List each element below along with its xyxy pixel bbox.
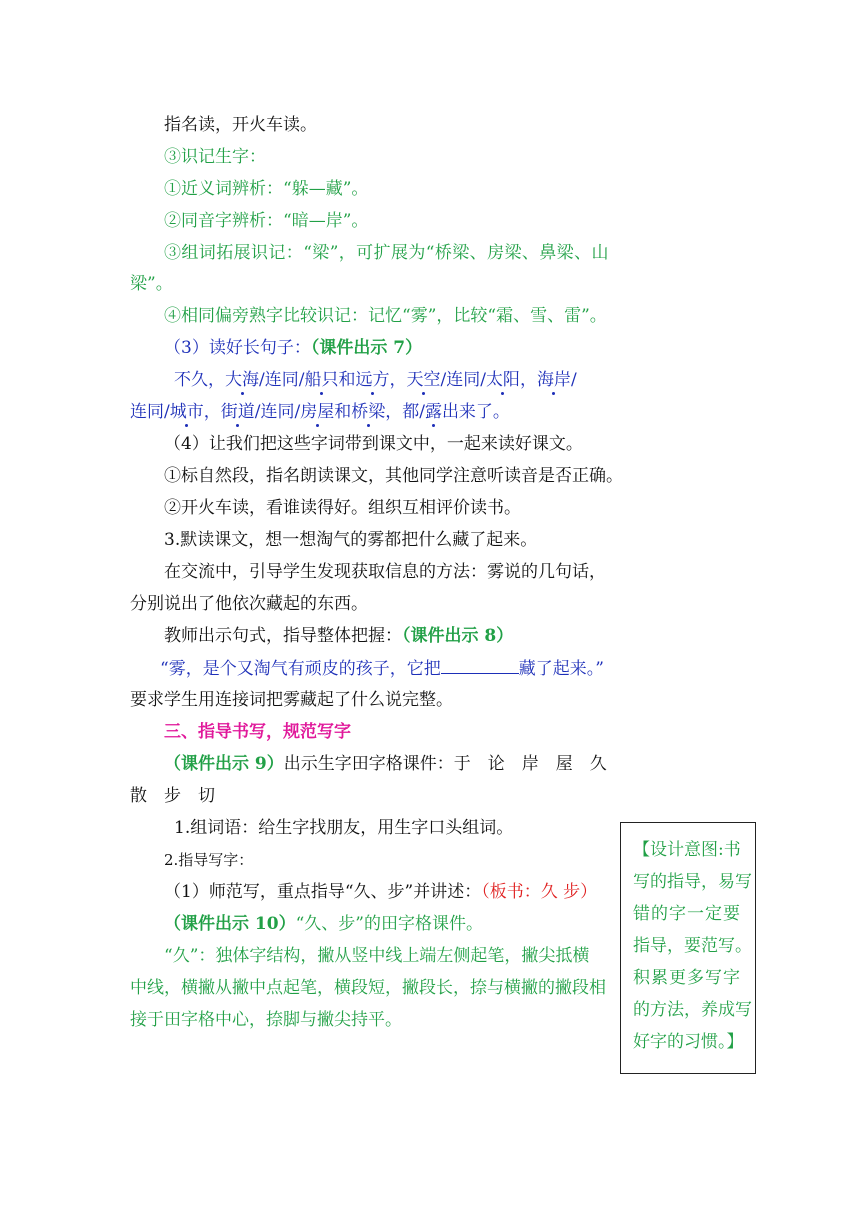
text-line: 教师出示句式，指导整体把握：（课件出示 8） xyxy=(164,626,514,646)
text-line: ②同音字辨析：“暗—岸”。 xyxy=(164,211,369,231)
text-line: ①标自然段，指名朗读课文，其他同学注意听读音是否正确。 xyxy=(164,466,623,486)
phrasing-line-2: 连同/城市，街道/连同/房屋和桥梁，都/露出来了。 xyxy=(130,402,510,422)
text-line: 要求学生用连接词把雾藏起了什么说完整。 xyxy=(130,690,453,710)
text-line: 1.组词语：给生字找朋友，用生字口头组词。 xyxy=(174,818,514,838)
phrasing-line-1: 不久，大海/连同/船只和远方，天空/连同/太阳，海岸/ xyxy=(174,370,577,390)
design-intent-line: 错的字一定要 xyxy=(633,904,741,924)
fill-blank-sentence: “雾，是个又淘气有顽皮的孩子，它把 藏了起来。” xyxy=(160,659,604,679)
text-line: 在交流中，引导学生发现获取信息的方法：雾说的几句话， xyxy=(164,562,606,582)
design-intent-line: 【设计意图:书 xyxy=(633,840,741,860)
heading-long-sentence: （3）读好长句子：（课件出示 7） xyxy=(164,338,423,358)
text-line: “久”：独体字结构，撇从竖中线上端左侧起笔，撇尖抵横 xyxy=(164,946,590,966)
text-line: 分别说出了他依次藏起的东西。 xyxy=(130,594,368,614)
design-intent-line: 积累更多写字 xyxy=(633,968,741,988)
section-heading: 三、指导书写，规范写字 xyxy=(164,722,351,742)
text-line: 3.默读课文，想一想淘气的雾都把什么藏了起来。 xyxy=(164,530,538,550)
design-intent-box xyxy=(620,822,756,1074)
text-line: （4）让我们把这些字词带到课文中，一起来读好课文。 xyxy=(164,434,583,454)
design-intent-line: 好字的习惯。】 xyxy=(633,1032,744,1052)
text-line: ①近义词辨析：“躲—藏”。 xyxy=(164,179,369,199)
text-line: 梁”。 xyxy=(130,274,173,294)
text-line: 指名读，开火车读。 xyxy=(164,115,317,135)
text-line: 中线，横撇从撇中点起笔，横段短，撇段长，捺与横撇的撇段相 xyxy=(130,978,606,998)
text-line: ④相同偏旁熟字比较识记：记忆“雾”，比较“霜、雪、雷”。 xyxy=(164,306,607,326)
text-line: （1）师范写，重点指导“久、步”并讲述：（板书：久 步） xyxy=(164,882,598,902)
text-line: 2.指导写字： xyxy=(164,851,254,869)
text-line: ③组词拓展识记：“梁”，可扩展为“桥梁、房梁、鼻梁、山 xyxy=(164,243,609,263)
text-line: 接于田字格中心，捺脚与撇尖持平。 xyxy=(130,1010,402,1030)
text-line: 散 步 切 xyxy=(130,786,215,806)
text-line: （课件出示 10）“久、步”的田字格课件。 xyxy=(164,914,483,934)
blank-underline xyxy=(441,657,519,674)
text-line: ②开火车读，看谁读得好。组织互相评价读书。 xyxy=(164,498,521,518)
design-intent-line: 写的指导，易写 xyxy=(633,872,752,892)
design-intent-line: 指导，要范写。 xyxy=(633,936,752,956)
text-line: ③识记生字： xyxy=(164,147,266,167)
design-intent-line: 的方法，养成写 xyxy=(633,1000,752,1020)
text-line: （课件出示 9）出示生字田字格课件：于 论 岸 屋 久 xyxy=(164,754,607,774)
